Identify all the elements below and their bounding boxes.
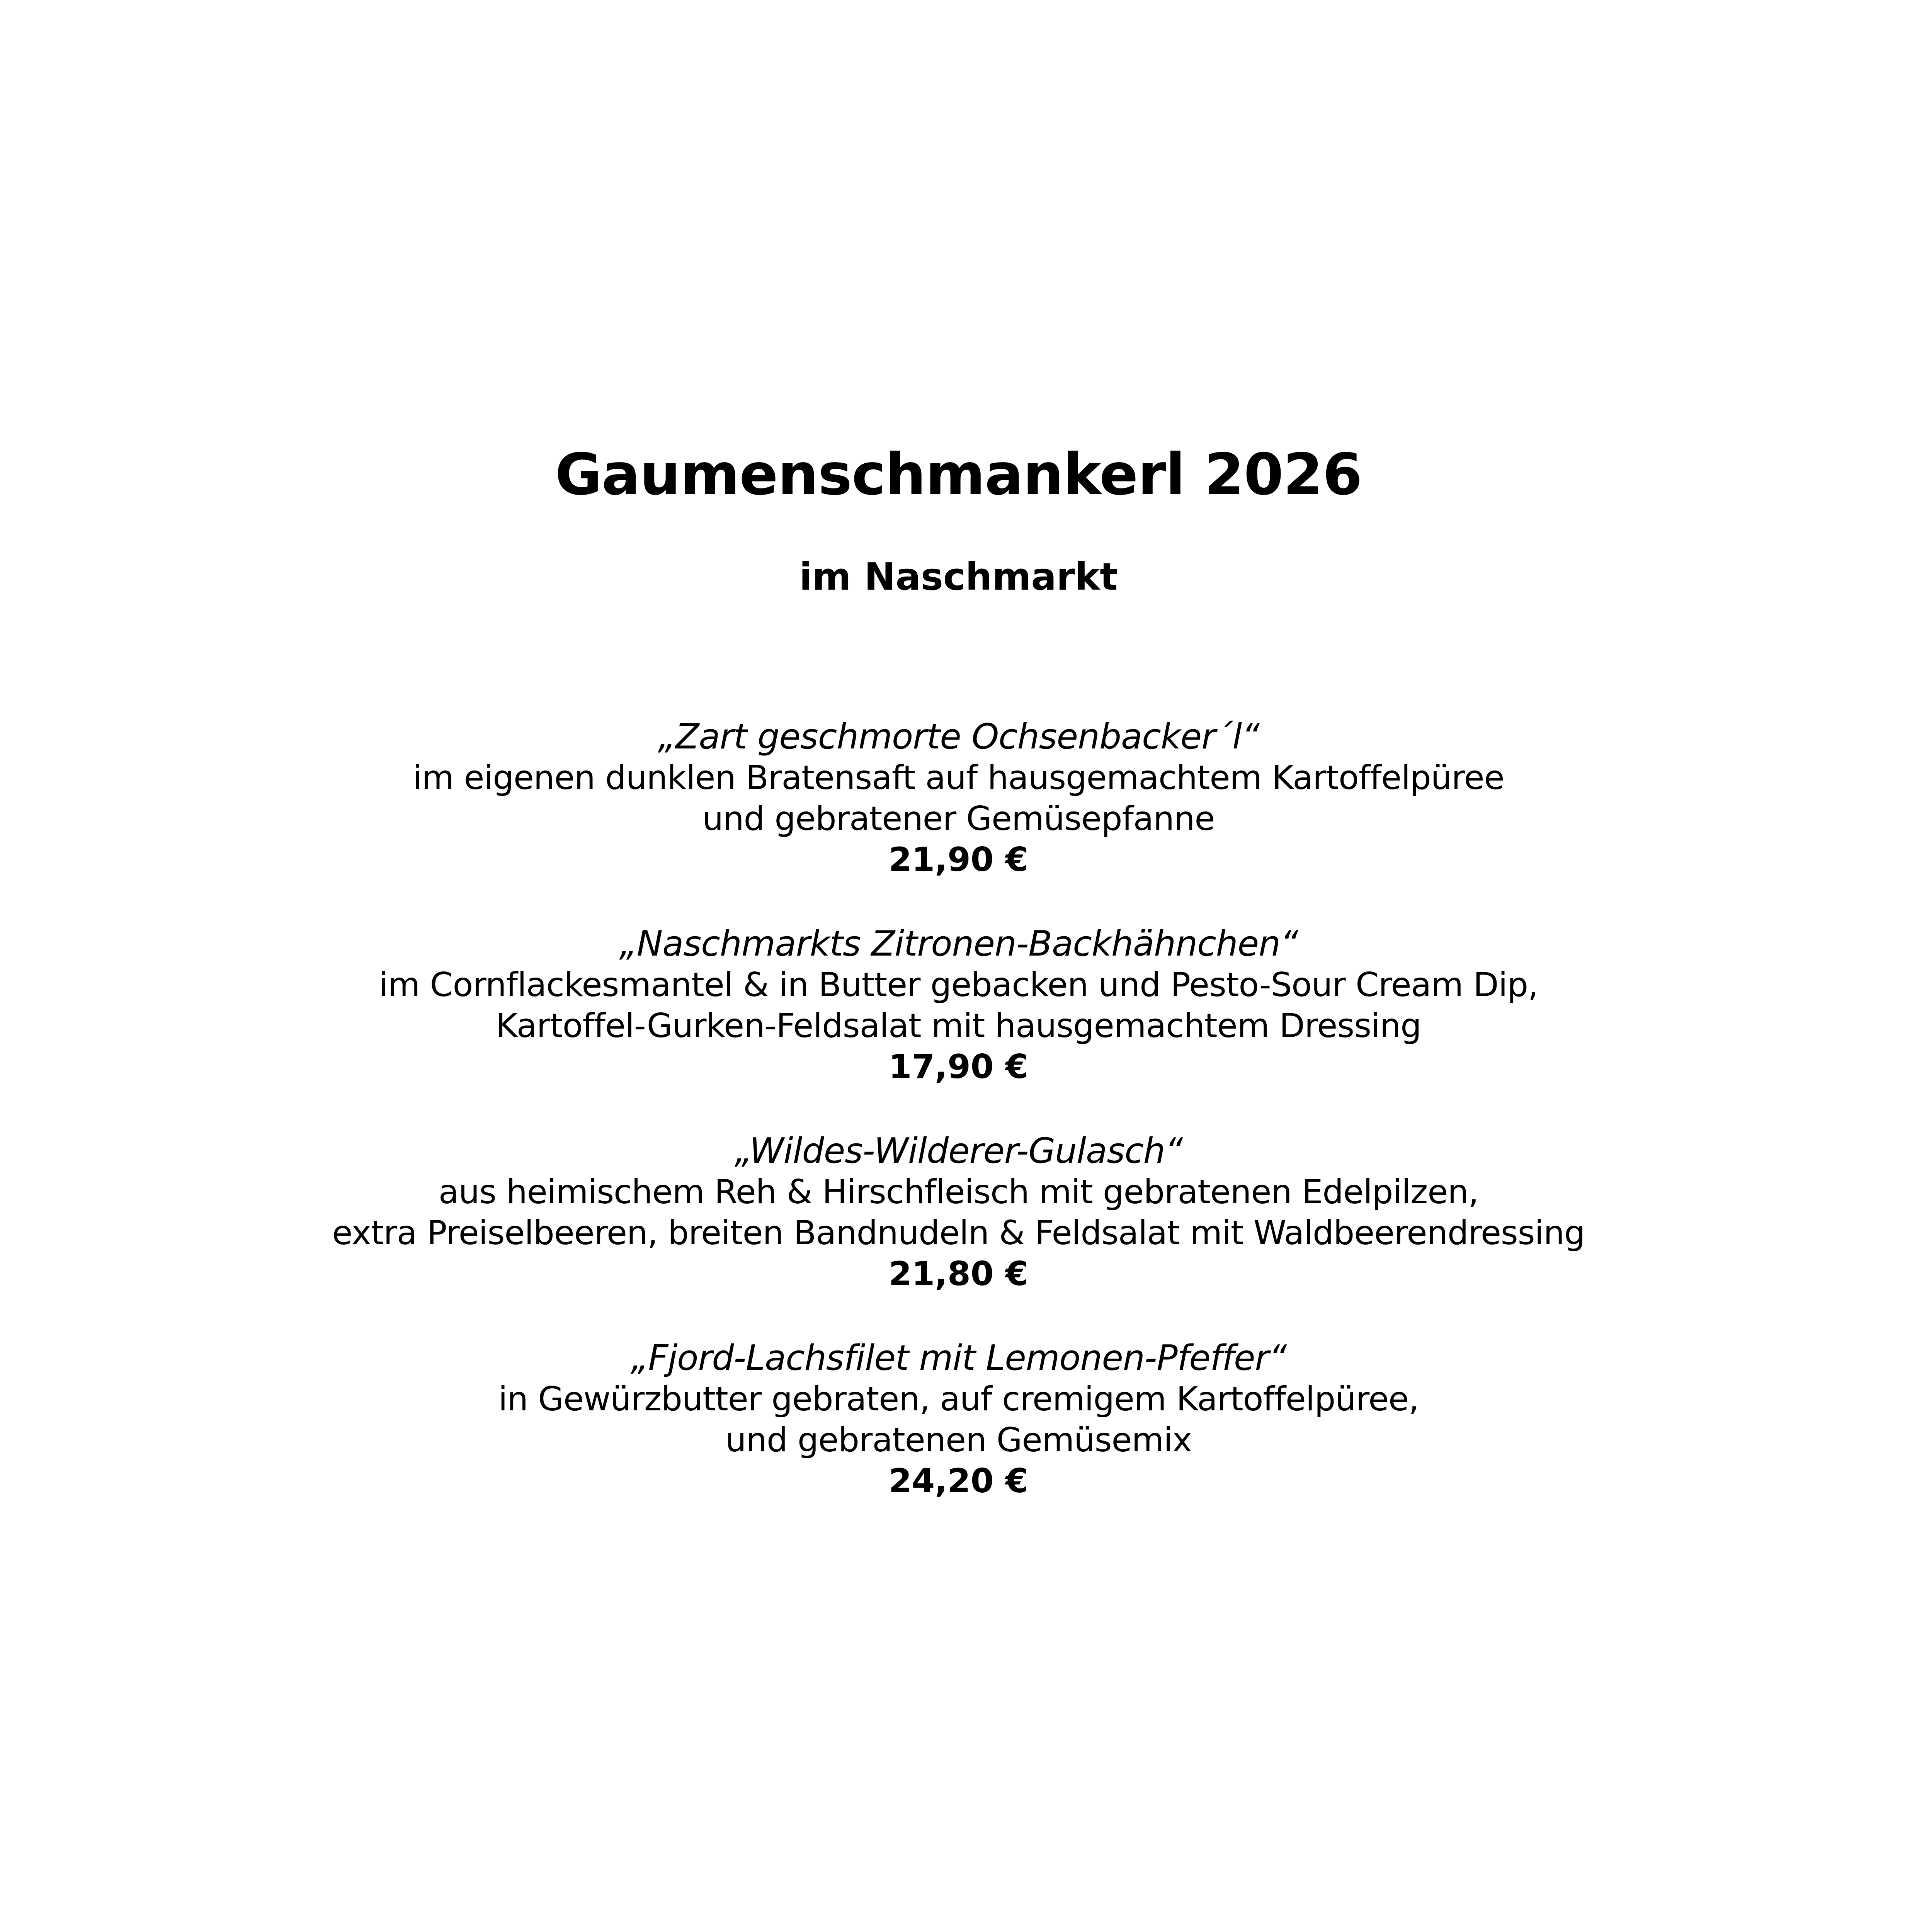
dish-description-line: im eigenen dunklen Bratensaft auf hausgemachtem Kartoffelpüree bbox=[413, 759, 1504, 797]
dish-name: „Fjord-Lachsfilet mit Lemonen-Pfeffer“ bbox=[630, 1338, 1287, 1378]
dish-price: 21,80 € bbox=[888, 1255, 1029, 1293]
dish-description-line: extra Preiselbeeren, breiten Bandnudeln & Feldsalat mit Waldbeerendressing bbox=[332, 1214, 1585, 1252]
dish-description-line: aus heimischem Reh & Hirschfleisch mit gebratenen Edelpilzen, bbox=[438, 1173, 1479, 1211]
dish-name: „Naschmarkts Zitronen-Backhähnchen“ bbox=[619, 923, 1298, 964]
dish-description-line: und gebratener Gemüsepfanne bbox=[702, 799, 1215, 838]
dish-item bbox=[0, 1338, 1917, 1502]
dish-item bbox=[0, 1131, 1917, 1294]
dish-description-line: und gebratenen Gemüsemix bbox=[725, 1421, 1192, 1459]
dish-description-line: im Cornflackesmantel & in Butter gebacken und Pesto-Sour Cream Dip, bbox=[379, 966, 1538, 1004]
dish-list bbox=[0, 716, 1917, 1502]
dish-item bbox=[0, 716, 1917, 880]
page-title: Gaumenschmankerl 2026 bbox=[555, 441, 1362, 508]
dish-item bbox=[0, 923, 1917, 1087]
dish-price: 21,90 € bbox=[888, 840, 1029, 879]
page-subtitle: im Naschmarkt bbox=[799, 555, 1118, 599]
dish-price: 24,20 € bbox=[888, 1462, 1029, 1500]
dish-description-line: Kartoffel-Gurken-Feldsalat mit hausgemachtem Dressing bbox=[496, 1007, 1421, 1045]
dish-price: 17,90 € bbox=[888, 1048, 1029, 1086]
dish-name: „Zart geschmorte Ochsenbacker´l“ bbox=[658, 716, 1259, 757]
dish-description-line: in Gewürzbutter gebraten, auf cremigem Kartoffelpüree, bbox=[498, 1380, 1419, 1418]
dish-name: „Wildes-Wilderer-Gulasch“ bbox=[734, 1131, 1183, 1171]
